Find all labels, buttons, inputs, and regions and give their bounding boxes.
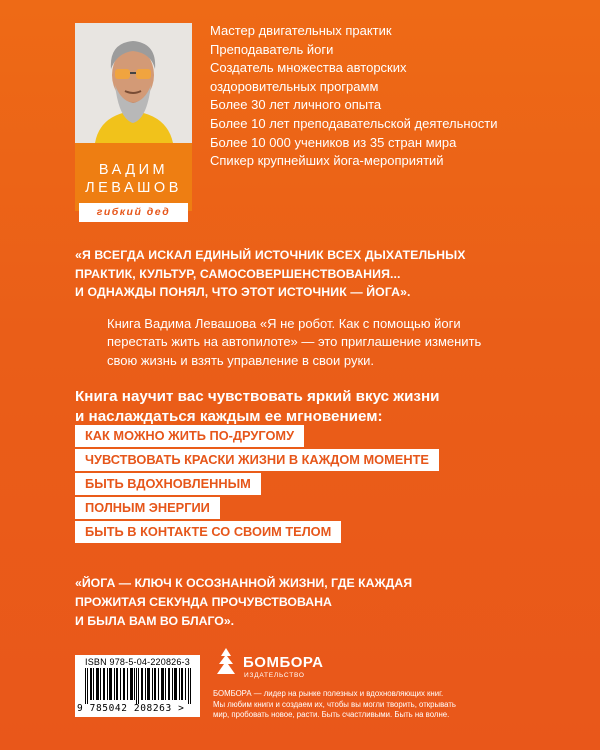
author-facts-list xyxy=(210,22,498,171)
fact-item: Более 30 лет личного опыта xyxy=(210,97,382,113)
intro-line: Книга научит вас чувствовать яркий вкус жизни xyxy=(75,388,440,405)
fact-item: Создатель множества авторских xyxy=(210,60,407,76)
benefit-tag: БЫТЬ В КОНТАКТЕ СО СВОИМ ТЕЛОМ xyxy=(75,521,341,543)
fact-item: Преподаватель йоги xyxy=(210,41,334,57)
benefit-tag: ЧУВСТВОВАТЬ КРАСКИ ЖИЗНИ В КАЖДОМ МОМЕНТЕ xyxy=(75,449,439,471)
quote-line: И ОДНАЖДЫ ПОНЯЛ, ЧТО ЭТОТ ИСТОЧНИК — ЙОГА». xyxy=(75,285,411,300)
quote-line: «Я ВСЕГДА ИСКАЛ ЕДИНЫЙ ИСТОЧНИК ВСЕХ ДЫХАТЕЛЬНЫХ xyxy=(75,248,466,262)
fact-item: Мастер двигательных практик xyxy=(210,23,392,38)
book-description xyxy=(75,315,545,371)
publisher-name: БОМБОРА xyxy=(243,654,324,671)
description-line: перестать жить на автопилоте» — это приглашение изменить xyxy=(107,334,482,350)
fact-item: Более 10 лет преподавательской деятельности xyxy=(210,115,498,131)
bombora-logo-icon xyxy=(213,648,239,676)
publisher-subtitle: ИЗДАТЕЛЬСТВО xyxy=(244,672,305,679)
author-last-name: ЛЕВАШОВ xyxy=(85,180,182,196)
intro-line: и наслаждаться каждым ее мгновением: xyxy=(75,408,383,425)
author-photo xyxy=(75,23,192,143)
ean-number: 9 785042 208263 > xyxy=(77,703,185,714)
publisher-text-line: мир, пробовать новое, расти. Быть счастливыми. Быть на волне. xyxy=(213,710,450,719)
closing-quote xyxy=(75,574,412,631)
fact-item: Более 10 000 учеников из 35 стран мира xyxy=(210,134,457,150)
author-card xyxy=(75,23,192,218)
fact-item: оздоровительных программ xyxy=(210,78,379,94)
quote-line: ПРАКТИК, КУЛЬТУР, САМОСОВЕРШЕНСТВОВАНИЯ... xyxy=(75,266,401,281)
quote-line: И БЫЛА ВАМ ВО БЛАГО». xyxy=(75,614,235,628)
isbn-text: ISBN 978-5-04-220826-3 xyxy=(85,657,190,667)
author-quote xyxy=(75,246,545,371)
author-first-name: ВАДИМ xyxy=(98,162,169,178)
author-badge: гибкий дед xyxy=(79,203,188,222)
fact-item: Спикер крупнейших йога-мероприятий xyxy=(210,153,444,169)
author-portrait-image xyxy=(75,23,192,143)
benefit-tag: КАК МОЖНО ЖИТЬ ПО-ДРУГОМУ xyxy=(75,425,304,447)
publisher-text-line: Мы любим книги и создаем их, чтобы вы могли творить, открывать xyxy=(213,699,456,709)
description-line: Книга Вадима Левашова «Я не робот. Как с помощью йоги xyxy=(107,315,461,331)
benefit-tag: БЫТЬ ВДОХНОВЛЕННЫМ xyxy=(75,473,261,495)
publisher-description xyxy=(213,689,473,721)
benefits-intro xyxy=(75,387,439,427)
quote-line: ПРОЖИТАЯ СЕКУНДА ПРОЧУВСТВОВАНА xyxy=(75,595,332,609)
publisher-text-line: БОМБОРА — лидер на рынке полезных и вдохновляющих книг. xyxy=(213,689,444,698)
benefit-tag: ПОЛНЫМ ЭНЕРГИИ xyxy=(75,497,220,519)
quote-line: «ЙОГА — КЛЮЧ К ОСОЗНАННОЙ ЖИЗНИ, ГДЕ КАЖДАЯ xyxy=(75,576,413,590)
barcode-icon xyxy=(83,668,193,704)
barcode-box xyxy=(75,655,200,717)
description-line: свою жизнь и взять управление в свои руки. xyxy=(107,352,375,368)
